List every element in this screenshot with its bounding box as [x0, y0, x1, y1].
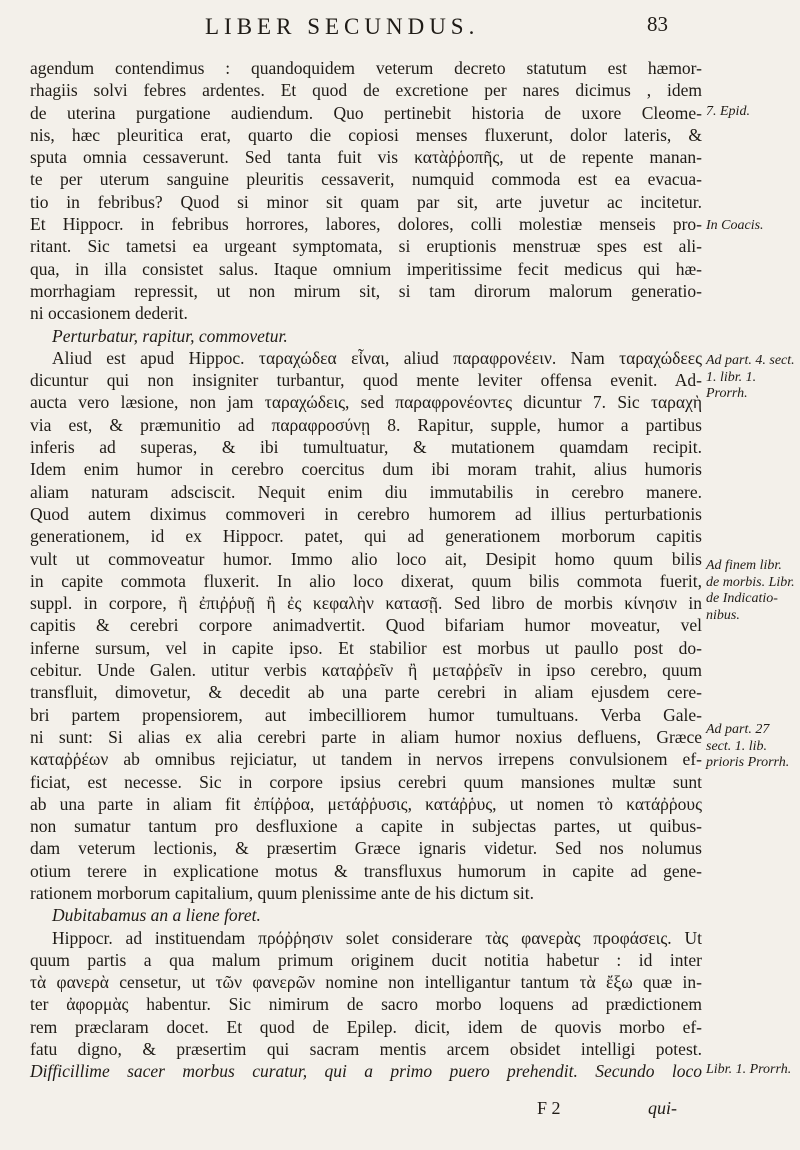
text-line: rem præclaram docet. Et quod de Epilep. dicit, idem de quovis morbo ef-: [30, 1016, 702, 1037]
page-footer: [0, 1096, 800, 1126]
marginal-note: Libr. 1. Prorrh.: [706, 1062, 792, 1077]
text-line: via est, & præmunitio ad παραφροσύνῃ 8. Rapitur, supple, humor a partibus: [30, 414, 702, 435]
text-line: τὰ φανερὰ censetur, ut τῶν φανερῶν nomine non intelligantur tantum τὰ ἔξω quæ in-: [30, 972, 702, 993]
page-header: [0, 10, 800, 40]
text-line: aucta vero læsione, non jam ταραχώδεις, sed παραφρονέοντες dicuntur 7. Sic ταραχὴ: [30, 392, 702, 413]
text-line: cebitur. Unde Galen. utitur verbis καταῤῥεῖν ἢ μεταῤῥεῖν in ipso cerebro, quum: [30, 660, 702, 681]
marginal-note: Ad finem libr. de morbis. Libr. de Indicatio- nibus.: [706, 558, 795, 623]
text-line: inferne sursum, vel in capite ipso. Et stabilior est morbus ut paullo post do-: [30, 637, 702, 658]
text-line: vult ut commoveatur humor. Immo alio loco ait, Desipit homo quum bilis: [30, 548, 702, 569]
text-line: rhagiis solvi febres ardentes. Et quod de excretione per nares dicimus , idem: [30, 80, 702, 101]
text-line: transfluit, dimovetur, & decedit ab una parte cerebri in aliam ejusdem cere-: [30, 682, 702, 703]
text-line: generationem, id ex Hippocr. patet, qui ad generationem morborum capitis: [30, 526, 702, 547]
text-line: ritant. Sic tametsi ea urgeant symptomata, si eruptionis menstruæ spes est ali-: [30, 236, 702, 257]
text-line: Aliud est apud Hippoc. ταραχώδεα εἶναι, aliud παραφρονέειν. Nam ταραχώδεες: [52, 347, 702, 368]
text-line: tio in febribus? Quod si minor sit quam par sit, arte juvetur ac incitetur.: [30, 191, 702, 212]
text-line: Idem enim humor in cerebro coercitus dum ibi moram trahit, alius humoris: [30, 459, 702, 480]
text-line: nis, hæc pleuritica erat, quarto die copiosi menses fluxerunt, dolor lateris, &: [30, 124, 702, 145]
text-line: non sumatur tantum pro desfluxione a capite in subjectas partes, ut quibus-: [30, 816, 702, 837]
main-text: [30, 57, 702, 1083]
text-line: καταῤῥέων ab omnibus rejiciatur, ut tandem in nervos irrepens convulsionem ef-: [30, 749, 702, 770]
running-head: LIBER SECUNDUS.: [205, 14, 480, 39]
text-line: sputa omnia cessaverunt. Sed tanta fuit vis κατὰῤῥοπῆς, ut de repente manan-: [30, 147, 702, 168]
section-heading: Perturbatur, rapitur, commovetur.: [52, 325, 288, 346]
text-line: ni sunt: Si alias ex alia cerebri parte in aliam humor noxius defluens, Græce: [30, 726, 702, 747]
text-line: suppl. in corpore, ἢ ἐπιῤῥυῇ ἢ ἐς κεφαλὴν κατασῇ. Sed libro de morbis κίνησιν in: [30, 593, 702, 614]
catchword: qui-: [648, 1098, 677, 1118]
text-line: bri partem propensiorem, aut imbecilliorem humor tumultuans. Verba Gale-: [30, 704, 702, 725]
text-line: Quod autem diximus commoveri in cerebro humorem ad illius perturbationis: [30, 503, 702, 524]
text-line: ab una parte in aliam fit ἐπίῤῥοα, μετάῤῥυσις, κατάῤῥυς, ut nomen τὸ κατάῤῥους: [30, 793, 702, 814]
section-heading: Dubitabamus an a liene foret.: [52, 905, 261, 926]
marginal-note: Ad part. 27 sect. 1. lib. prioris Prorrh.: [706, 722, 790, 770]
page-number: 83: [647, 12, 668, 36]
text-line: fatu digno, & præsertim qui sacram mentis arcem obsidet intelligi potest.: [30, 1039, 702, 1060]
text-line: otium terere in explicatione motus & transfluxus humorum in capite ad gene-: [30, 860, 702, 881]
text-line: dam veterum lectionis, & præsertim Græce ignaris videtur. Sed nos nolumus: [30, 838, 702, 859]
text-line: agendum contendimus : quandoquidem veterum decreto statutum est hæmor-: [30, 58, 702, 78]
text-line: ni occasionem dederit.: [30, 303, 188, 324]
text-line: rationem morborum capitalium, quum plenissime ante de his dictum sit.: [30, 882, 535, 903]
marginal-note: In Coacis.: [706, 218, 764, 233]
text-line: quum partis a qua malum primum originem ducit notitia habetur : id inter: [30, 949, 702, 970]
text-line: morrhagiam repressit, ut non mirum sit, si tam dirorum malorum generatio-: [30, 280, 702, 301]
text-line: te per uterum sanguine pleuritis cessaverit, numquid commoda est ea evacua-: [30, 169, 702, 190]
signature-mark: F 2: [537, 1098, 561, 1118]
text-line: de uterina purgatione audiendum. Quo pertinebit historia de uxore Cleome-: [30, 102, 702, 123]
text-line: in capite commota fluxerit. In alio loco dixerat, quum bilis commota fuerit,: [30, 570, 702, 591]
text-line: Et Hippocr. in febribus horrores, labores, dolores, colli molestiæ menseis pro-: [30, 214, 702, 235]
marginal-note: 7. Epid.: [706, 104, 750, 119]
text-line: capitis & cerebri corpore animadvertit. Quod bifariam humor moveatur, vel: [30, 615, 702, 636]
text-line: Difficillime sacer morbus curatur, qui a primo puero prehendit. Secundo loco: [30, 1061, 702, 1082]
marginal-note: Ad part. 4. sect. 1. libr. 1. Prorrh.: [706, 353, 795, 401]
text-line: ter ἀφορμὰς habentur. Sic nimirum de sacro morbo loquens ad prædictionem: [30, 994, 702, 1015]
text-line: dicuntur qui non insigniter turbantur, quod mente leviter offensa evenit. Ad-: [30, 370, 702, 391]
text-line: qua, in illa consistet salus. Itaque omnium imperitissime fecit medicus qui hæ-: [30, 258, 702, 279]
text-line: inferis ad superas, & ibi tumultuatur, & mutationem quamdam recipit.: [30, 437, 702, 458]
text-line: Hippocr. ad instituendam πρόῤῥησιν solet considerare τὰς φανερὰς προφάσεις. Ut: [52, 927, 702, 948]
text-line: ficiat, est necesse. Sic in corpore ipsius cerebri quum mansiones multæ sunt: [30, 771, 702, 792]
text-line: aliam naturam adsciscit. Nequit enim diu immutabilis in cerebro manere.: [30, 481, 702, 502]
